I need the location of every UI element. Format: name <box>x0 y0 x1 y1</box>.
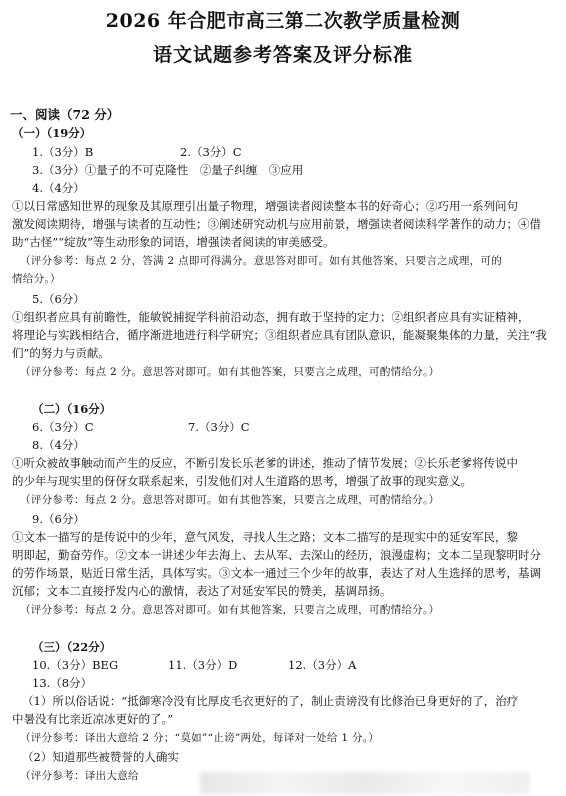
answer-q9-heading: 9.（6分） <box>32 512 85 526</box>
scoring-note-q8: （评分参考：每点 2 分。意思答对即可。如有其他答案，只要言之成理，可酌情给分。） <box>20 494 440 506</box>
blurred-region <box>200 772 530 794</box>
answer-q4-heading: 4.（4分） <box>32 181 85 195</box>
answer-q9-line2: 明即起，勤奋劳作。②文本一讲述少年去海上、去从军、去深山的经历，浪漫虚构；文本二呈现黎明时分 <box>12 548 541 562</box>
answer-q9-line3: 的劳作场景，贴近日常生活，具体写实。③文本一通过三个少年的故事，表达了对人生选择的思考，基调 <box>12 566 541 580</box>
answer-q4-line1: ①以日常感知世界的现象及其原理引出量子物理，增强读者阅读整本书的好奇心；②巧用一系列问句 <box>12 199 518 213</box>
answer-q13-part2: （2）知道那些被赞誉的人确实 <box>22 750 179 764</box>
answer-q13-part1-line1: （1）所以俗话说：“抵御寒冷没有比厚皮毛衣更好的了，制止责谤没有比修治已身更好的了，治疗 <box>22 694 519 708</box>
part-heading-3: （三）（22分） <box>32 640 112 654</box>
answer-q4-line2: 激发阅读期待，增强与读者的互动性；③阐述研究动机与应用前景，增强读者阅读科学著作的动力；④借 <box>12 217 541 231</box>
answer-q8-heading: 8.（4分） <box>32 438 85 452</box>
answer-q5-heading: 5.（6分） <box>32 292 85 306</box>
scoring-note-q13-part1: （评分参考：译出大意给 2 分；“莫如”“止谤”两处，每译对一处给 1 分。） <box>20 732 380 744</box>
answer-q10: 10.（3分）BEG <box>32 658 119 672</box>
answer-q5-line2: 将理论与实践相结合，循序渐进地进行科学研究；③组织者应具有团队意识，能凝聚集体的力量，关注“我 <box>12 328 547 342</box>
answer-q7: 7.（3分）C <box>188 420 250 434</box>
answer-q8-line2: 的少年与现实里的伢伢女联系起来，引发他们对人生道路的思考，增强了故事的现实意义。 <box>12 474 472 488</box>
answer-q3: 3.（3分）①量子的不可克隆性 ②量子纠缠 ③应用 <box>32 163 304 177</box>
answer-q12: 12.（3分）A <box>288 658 357 672</box>
answer-q8-line1: ①听众被故事触动而产生的反应，不断引发长乐老爹的讲述，推动了情节发展；②长乐老爹将传说中 <box>12 456 518 470</box>
answer-q9-line1: ①文本一描写的是传说中的少年，意气风发，寻找人生之路；文本二描写的是现实中的延安军民，黎 <box>12 530 518 544</box>
scoring-note-q13-part2: （评分参考：译出大意给 <box>20 770 139 782</box>
answer-q6: 6.（3分）C <box>32 420 94 434</box>
scoring-note-q4-line1: （评分参考：每点 2 分，答满 2 点即可得满分。意思答对即可。如有其他答案，只要言之成理，可的 <box>20 255 503 267</box>
scoring-note-q9: （评分参考：每点 2 分。意思答对即可。如有其他答案，只要言之成理，可酌情给分。） <box>20 604 440 616</box>
part-heading-1: （一）（19分） <box>12 126 92 140</box>
answer-q5-line3: 们”的努力与贡献。 <box>12 346 110 360</box>
answer-q13-part1-line2: 中暑没有比亲近凉冰更好的了。” <box>12 712 174 726</box>
page-subtitle: 语文试题参考答案及评分标准 <box>152 44 413 66</box>
page-title: 2026 年合肥市高三第二次教学质量检测 <box>105 10 461 32</box>
answer-q11: 11.（3分）D <box>168 658 238 672</box>
scoring-note-q5: （评分参考：每点 2 分。意思答对即可。如有其他答案，只要言之成理，可酌情给分。） <box>20 366 440 378</box>
answer-q4-line3: 助“古怪”“绽放”等生动形象的词语，增强读者阅读的审美感受。 <box>12 235 335 249</box>
answer-q5-line1: ①组织者应具有前瞻性，能敏锐捕捉学科前沿动态，拥有敢于坚持的定力；②组织者应具有实证精神， <box>12 310 530 324</box>
part-heading-2: （二）（16分） <box>32 402 112 416</box>
answer-q2: 2.（3分）C <box>180 145 242 159</box>
section-heading-reading: 一、阅读（72 分） <box>10 107 120 122</box>
answer-q1: 1.（3分）B <box>32 145 94 159</box>
answer-q13-heading: 13.（8分） <box>32 676 93 690</box>
scoring-note-q4-line2: 情给分。） <box>12 273 61 285</box>
answer-q9-line4: 沉郁；文本二直接抒发内心的激情，表达了对延安军民的赞美，基调昂扬。 <box>12 584 392 598</box>
